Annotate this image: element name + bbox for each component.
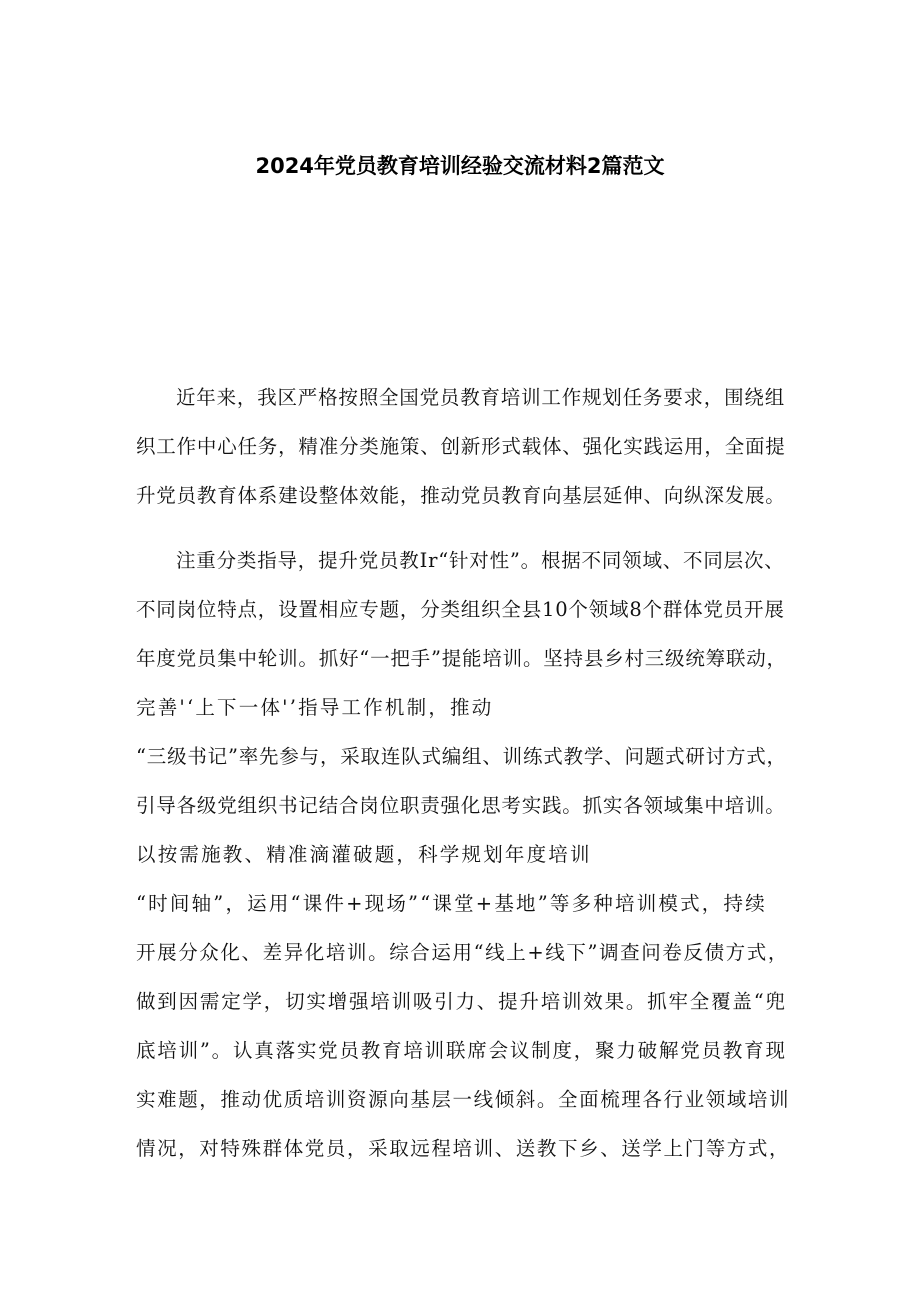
paragraph-1-line-2: 织工作中心任务，精准分类施策、创新形式载体、强化实践运用，全面提 (136, 435, 786, 458)
paragraph-2-line-7: 以按需施教、精准滴灌破题，科学规划年度培训 (136, 843, 592, 866)
paragraph-2-line-13: 情况，对特殊群体党员，采取远程培训、送教下乡、送学上门等方式， (136, 1137, 791, 1160)
paragraph-2-line-5: “三级书记”率先参与，采取连队式编组、训练式教学、问题式研讨方式， (136, 745, 787, 768)
paragraph-2-line-2: 不同岗位特点，设置相应专题，分类组织全县10个领域8个群体党员开展 (136, 598, 785, 621)
paragraph-2-line-11: 底培训”。认真落实党员教育培训联席会议制度，聚力破解党员教育现 (136, 1039, 787, 1062)
paragraph-1-line-1: 近年来，我区严格按照全国党员教育培训工作规划任务要求，围绕组 (176, 386, 786, 409)
paragraph-2-line-12: 实难题，推动优质培训资源向基层一线倾斜。全面梳理各行业领域培训 (136, 1088, 791, 1111)
paragraph-2-line-8: “时间轴”，运用“课件+现场”“课堂+基地”等多种培训模式，持续 (136, 892, 767, 915)
paragraph-2-line-3: 年度党员集中轮训。抓好“一把手”提能培训。坚持县乡村三级统筹联动， (136, 647, 787, 670)
paragraph-2-line-6: 引导各级党组织书记结合岗位职责强化思考实践。抓实各领域集中培训。 (136, 794, 786, 817)
paragraph-2-line-1: 注重分类指导，提升党员教Ir“针对性”。根据不同领域、不同层次、 (176, 549, 785, 572)
paragraph-1-line-3: 升党员教育体系建设整体效能，推动党员教育向基层延伸、向纵深发展。 (136, 484, 786, 507)
paragraph-2-line-10: 做到因需定学，切实增强培训吸引力、提升培训效果。抓牢全覆盖“兜 (136, 990, 787, 1013)
paragraph-2-line-4: 完善'‘上下一体'’指导工作机制，推动 (136, 696, 494, 719)
document-title: 2024年党员教育培训经验交流材料2篇范文 (255, 154, 665, 178)
paragraph-2-line-9: 开展分众化、差异化培训。综合运用“线上+线下”调查问卷反债方式， (136, 941, 789, 964)
